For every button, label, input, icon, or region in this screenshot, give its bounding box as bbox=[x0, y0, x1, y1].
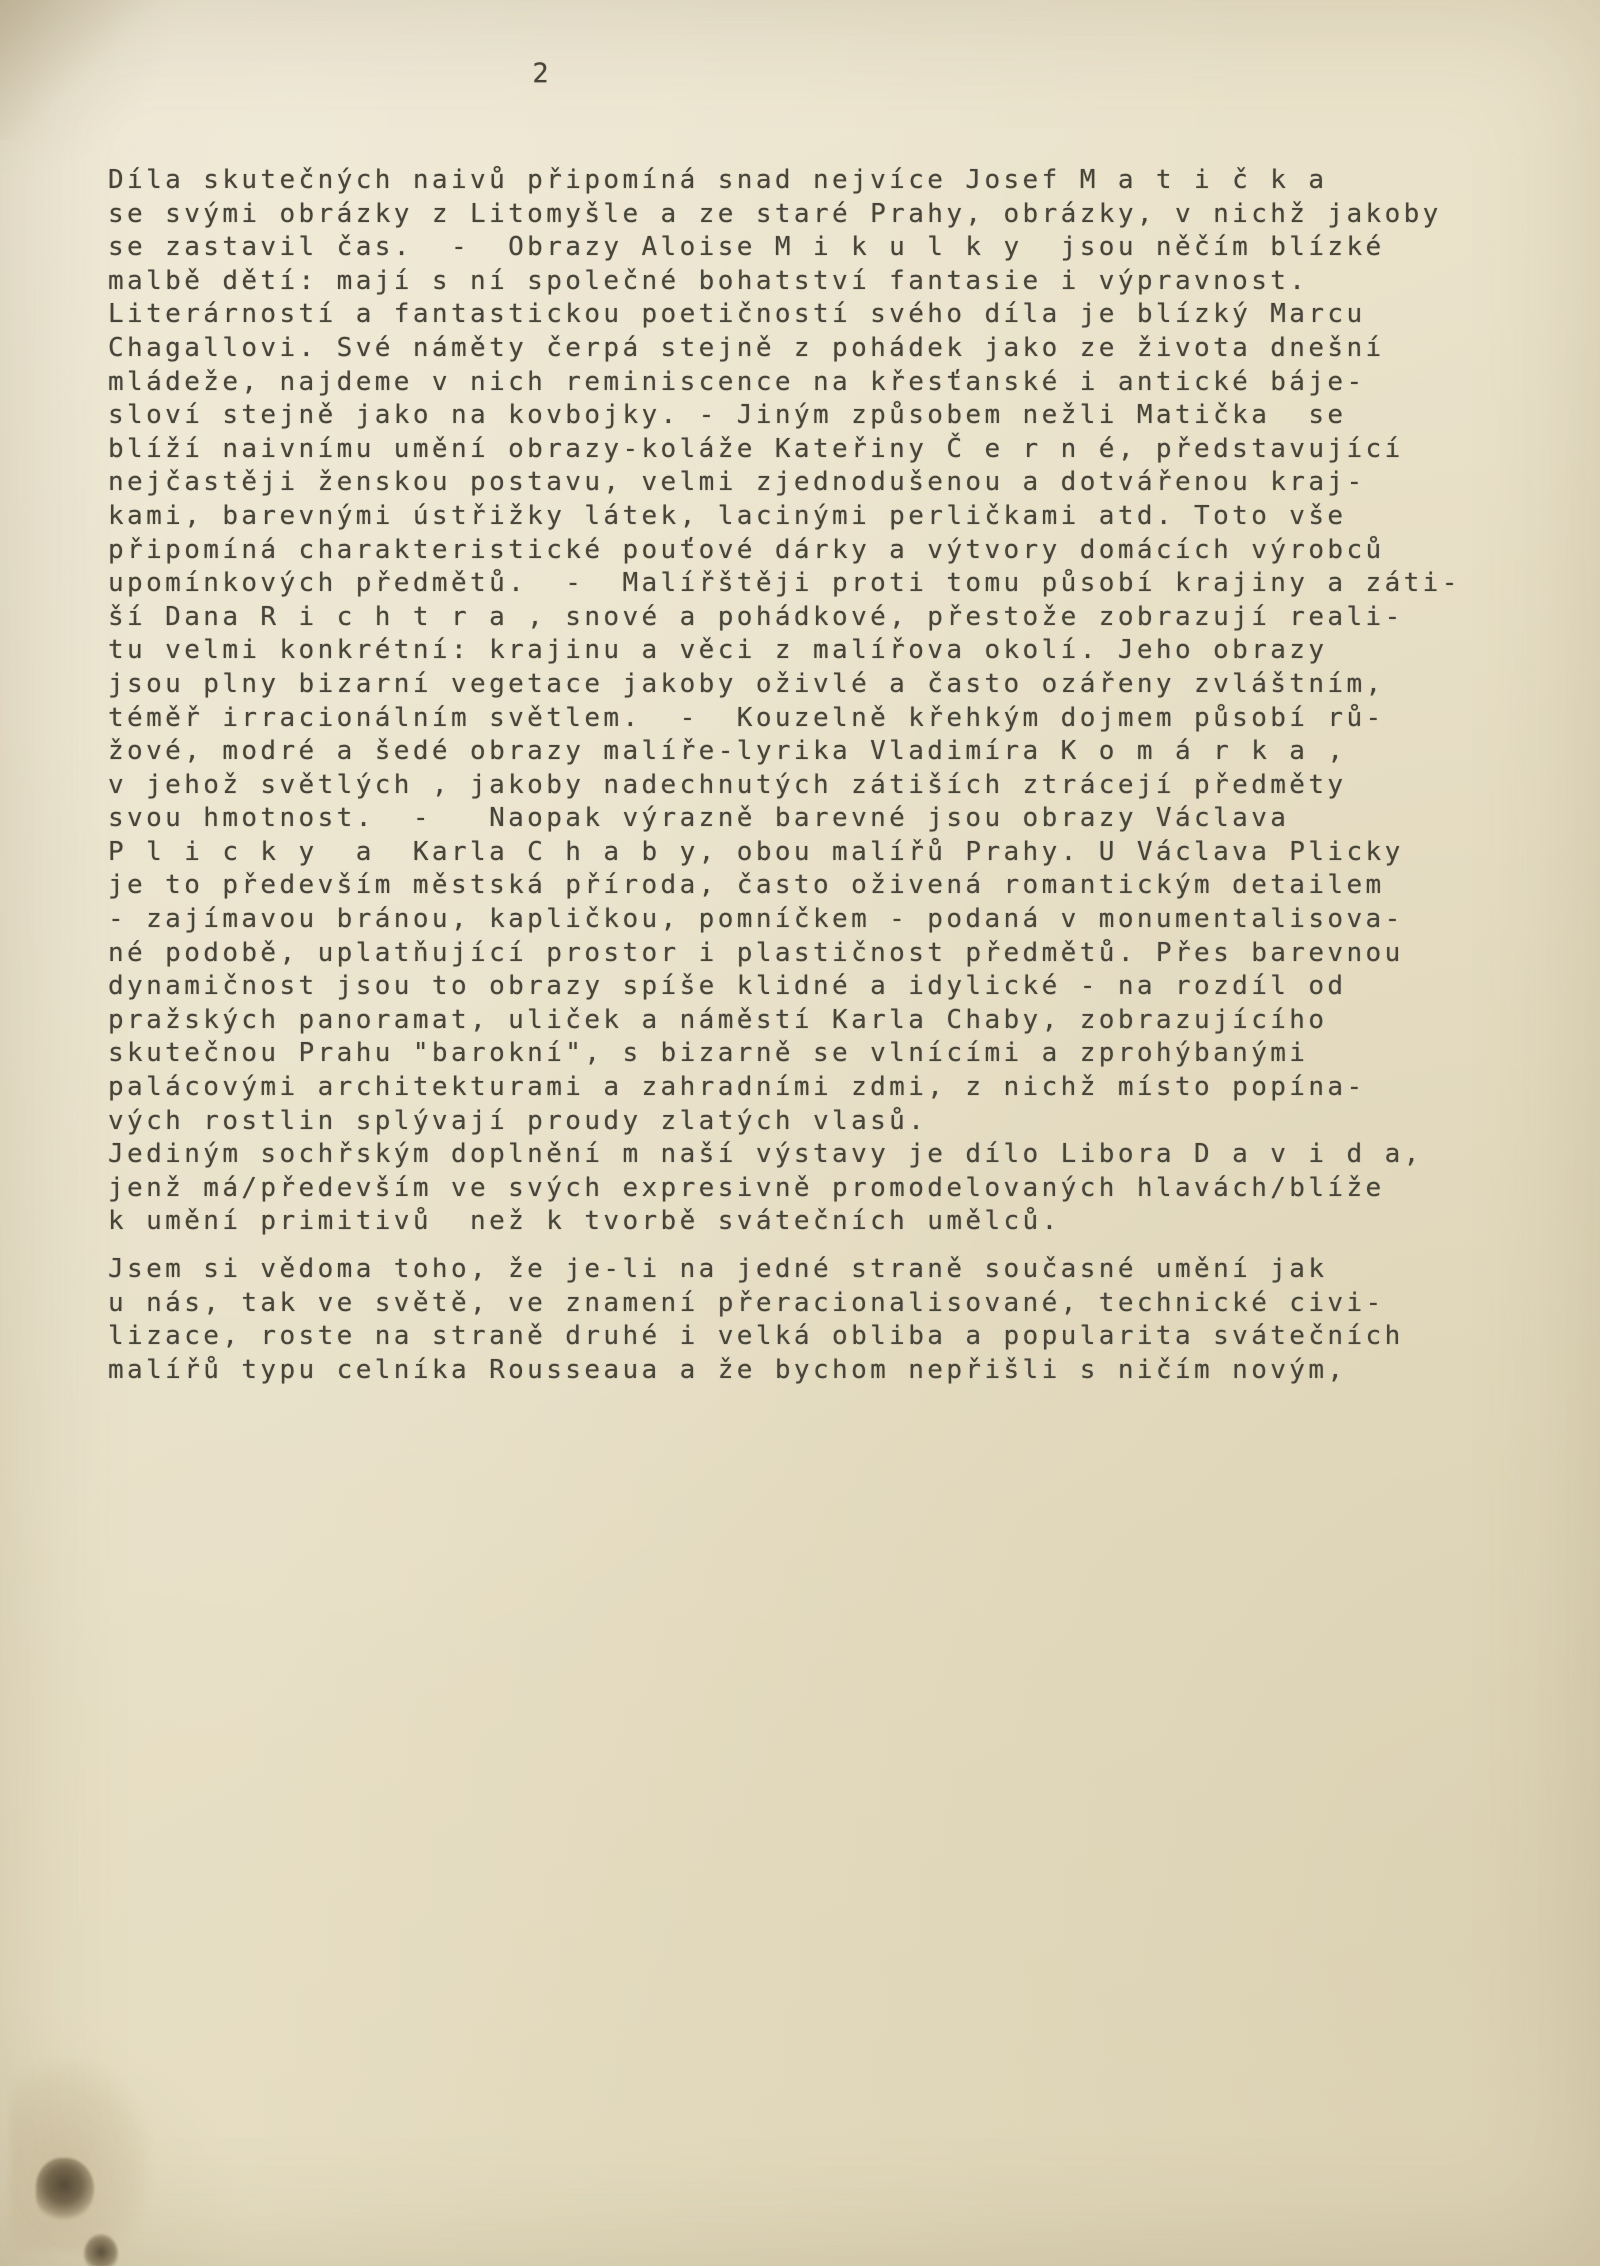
text-line: svou hmotnost. - Naopak výrazně barevné jsou obrazy Václava bbox=[108, 803, 1290, 834]
text-line: se svými obrázky z Litomyšle a ze staré Prahy, obrázky, v nichž jakoby bbox=[108, 198, 1442, 229]
text-line: - zajímavou bránou, kapličkou, pomníčkem - podaná v monumentalisova- bbox=[108, 904, 1404, 935]
text-line: dynamičnost jsou to obrazy spíše klidné a idylické - na rozdíl od bbox=[108, 971, 1347, 1002]
text-line: téměř irracionálním světlem. - Kouzelně křehkým dojmem působí rů- bbox=[108, 702, 1385, 733]
text-line: skutečnou Prahu "barokní", s bizarně se vlnícími a zprohýbanými bbox=[108, 1038, 1309, 1069]
text-line: pražských panoramat, uliček a náměstí Karla Chaby, zobrazujícího bbox=[108, 1004, 1328, 1035]
text-line: blíží naivnímu umění obrazy-koláže Kateřiny Č e r n é, představující bbox=[108, 433, 1404, 464]
text-line: Jsem si vědoma toho, že je-li na jedné straně současné umění jak bbox=[108, 1254, 1328, 1284]
text-line: jenž má/především ve svých expresivně promodelovaných hlavách/blíže bbox=[108, 1172, 1385, 1203]
text-line: palácovými architekturami a zahradními zdmi, z nichž místo popína- bbox=[108, 1072, 1366, 1103]
stain-large bbox=[36, 2158, 94, 2222]
text-line: Jediným sochřským doplnění m naší výstavy je dílo Libora D a v i d a, bbox=[108, 1139, 1423, 1170]
text-line: nejčastěji ženskou postavu, velmi zjednodušenou a dotvářenou kraj- bbox=[108, 467, 1366, 498]
text-line: sloví stejně jako na kovbojky. - Jiným způsobem nežli Matička se bbox=[108, 400, 1347, 431]
text-line: k umění primitivů než k tvorbě svátečních umělců. bbox=[108, 1206, 1061, 1237]
text-line: P l i c k y a Karla C h a b y, obou malířů Prahy. U Václava Plicky bbox=[108, 836, 1404, 867]
text-line: jsou plny bizarní vegetace jakoby oživlé a často ozářeny zvláštním, bbox=[108, 668, 1385, 699]
text-line: malbě dětí: mají s ní společné bohatství fantasie i výpravnost. bbox=[108, 265, 1309, 296]
text-line: mládeže, najdeme v nich reminiscence na křesťanské i antické báje- bbox=[108, 366, 1366, 397]
text-line: tu velmi konkrétní: krajinu a věci z malířova okolí. Jeho obrazy bbox=[108, 635, 1328, 666]
text-line: připomíná charakteristické pouťové dárky a výtvory domácích výrobců bbox=[108, 534, 1385, 565]
text-line: Literárností a fantastickou poetičností svého díla je blízký Marcu bbox=[108, 299, 1366, 330]
text-line: je to především městská příroda, často oživená romantickým detailem bbox=[108, 870, 1385, 901]
page-number: 2 bbox=[532, 58, 552, 89]
text-line: se zastavil čas. - Obrazy Aloise M i k u l k y jsou něčím blízké bbox=[108, 232, 1385, 263]
text-line: upomínkových předmětů. - Malířštěji proti tomu působí krajiny a záti- bbox=[108, 568, 1461, 599]
text-line: Chagallovi. Své náměty čerpá stejně z pohádek jako ze života dnešní bbox=[108, 332, 1385, 363]
text-line: žové, modré a šedé obrazy malíře-lyrika Vladimíra K o m á r k a , bbox=[108, 736, 1347, 767]
text-line: lizace, roste na straně druhé i velká obliba a popularita svátečních bbox=[108, 1321, 1404, 1352]
text-line: malířů typu celníka Rousseaua a že bychom nepřišli s ničím novým, bbox=[108, 1354, 1347, 1385]
stain-smear bbox=[10, 2060, 150, 2250]
text-line: né podobě, uplatňující prostor i plastičnost předmětů. Přes barevnou bbox=[108, 937, 1404, 968]
text-line: u nás, tak ve světě, ve znamení přeracionalisované, technické civi- bbox=[108, 1287, 1385, 1318]
paragraph-1 bbox=[108, 164, 1538, 1239]
corner-crease bbox=[0, 0, 220, 140]
stain-small bbox=[84, 2234, 118, 2266]
text-line: ší Dana R i c h t r a , snové a pohádkové, přestože zobrazují reali- bbox=[108, 601, 1404, 632]
text-line: v jehož světlých , jakoby nadechnutých zátiších ztrácejí předměty bbox=[108, 769, 1347, 800]
text-line: vých rostlin splývají proudy zlatých vlasů. bbox=[108, 1105, 928, 1136]
text-line: Díla skutečných naivů připomíná snad nejvíce Josef M a t i č k a bbox=[108, 165, 1328, 195]
text-line: kami, barevnými ústřižky látek, lacinými perličkami atd. Toto vše bbox=[108, 500, 1347, 531]
paragraph-2 bbox=[108, 1253, 1538, 1387]
text-block bbox=[108, 164, 1538, 1387]
